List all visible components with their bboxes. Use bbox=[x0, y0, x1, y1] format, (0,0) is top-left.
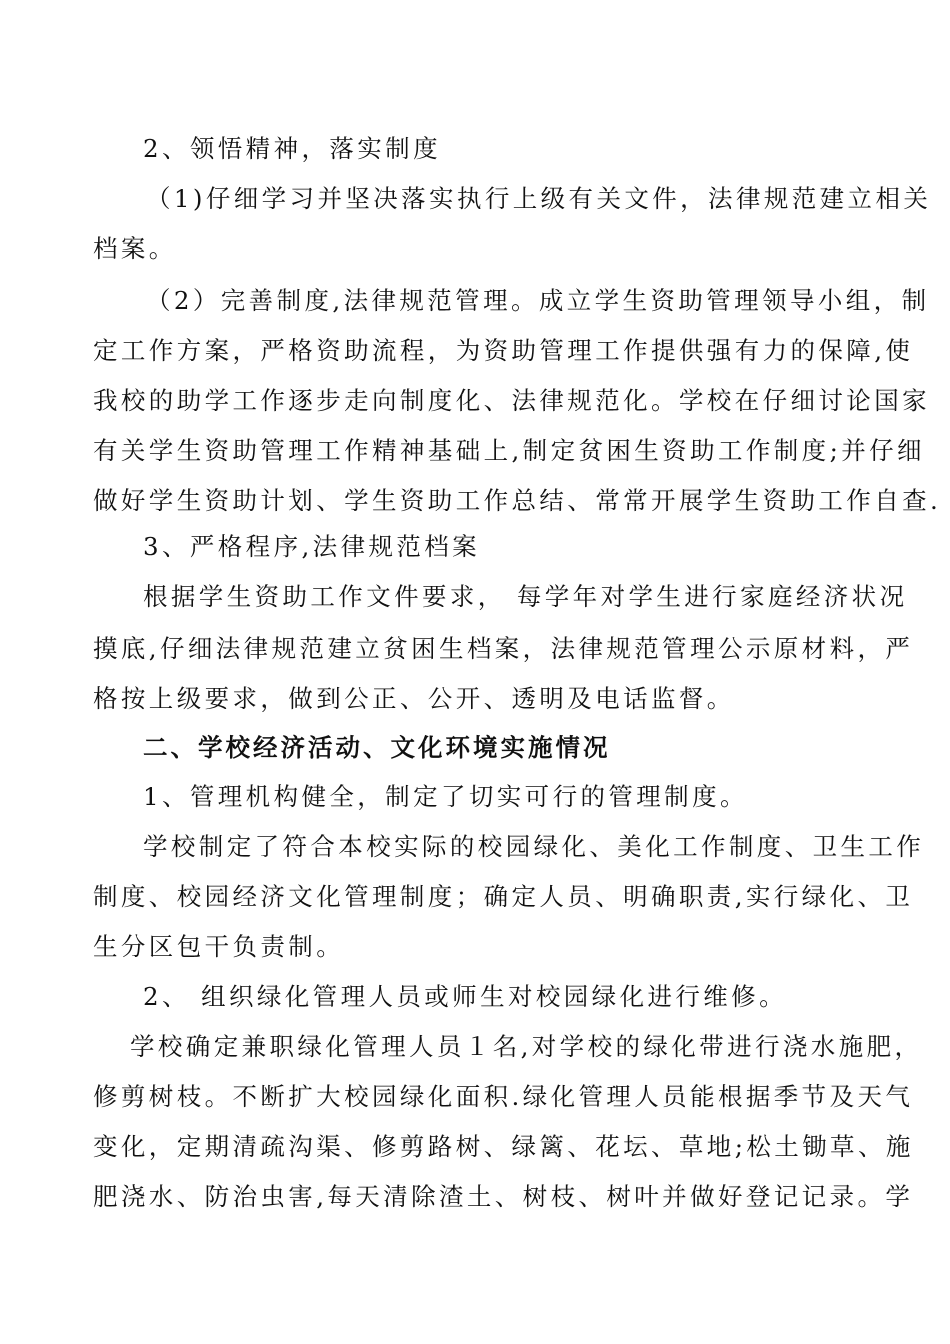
paragraph-line: 肥浇水、防治虫害,每天清除渣土、树枝、树叶并做好登记记录。学 bbox=[93, 1182, 914, 1211]
paragraph-line: 修剪树枝。不断扩大校园绿化面积.绿化管理人员能根据季节及天气 bbox=[93, 1082, 914, 1111]
paragraph-line: 学校制定了符合本校实际的校园绿化、美化工作制度、卫生工作 bbox=[143, 832, 925, 861]
paragraph-line: （2）完善制度,法律规范管理。成立学生资助管理领导小组，制 bbox=[146, 286, 930, 315]
heading-item-1: 1、管理机构健全，制定了切实可行的管理制度。 bbox=[143, 782, 748, 811]
section-heading: 二、学校经济活动、文化环境实施情况 bbox=[143, 733, 611, 762]
paragraph-line: 定工作方案，严格资助流程，为资助管理工作提供强有力的保障,使 bbox=[93, 336, 914, 365]
heading-item-2b: 2、 组织绿化管理人员或师生对校园绿化进行维修。 bbox=[143, 982, 787, 1011]
paragraph-line: 摸底,仔细法律规范建立贫困生档案，法律规范管理公示原材料，严 bbox=[93, 634, 914, 663]
paragraph-line: （1)仔细学习并坚决落实执行上级有关文件，法律规范建立相关 bbox=[146, 184, 932, 213]
paragraph-line: 制度、校园经济文化管理制度；确定人员、明确职责,实行绿化、卫 bbox=[93, 882, 914, 911]
heading-item-3: 3、严格程序,法律规范档案 bbox=[143, 532, 481, 561]
paragraph-line: 我校的助学工作逐步走向制度化、法律规范化。学校在仔细讨论国家 bbox=[93, 386, 930, 415]
paragraph-line: 做好学生资助计划、学生资助工作总结、常常开展学生资助工作自查. bbox=[93, 486, 942, 515]
paragraph-line: 格按上级要求，做到公正、公开、透明及电话监督。 bbox=[93, 684, 735, 713]
paragraph-line: 有关学生资助管理工作精神基础上,制定贫困生资助工作制度;并仔细 bbox=[93, 436, 925, 465]
paragraph-line: 生分区包干负责制。 bbox=[93, 932, 345, 961]
paragraph-line: 变化，定期清疏沟渠、修剪路树、绿篱、花坛、草地;松土锄草、施 bbox=[93, 1132, 914, 1161]
heading-item-2: 2、领悟精神，落实制度 bbox=[143, 134, 441, 163]
paragraph-line: 档案。 bbox=[93, 234, 177, 263]
paragraph-line: 学校确定兼职绿化管理人员１名,对学校的绿化带进行浇水施肥， bbox=[130, 1032, 923, 1061]
paragraph-line: 根据学生资助工作文件要求， 每学年对学生进行家庭经济状况 bbox=[143, 582, 908, 611]
